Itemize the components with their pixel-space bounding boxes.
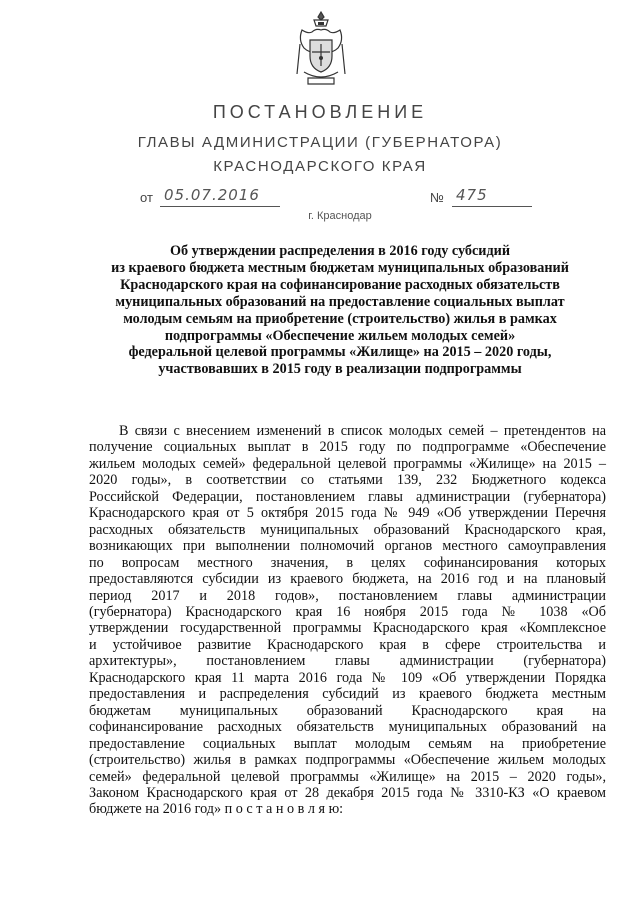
body-line: Краснодарского края от 5 октября 2015 года № 949 «Об утверждении Перечня (89, 505, 606, 522)
region-heading: КРАСНОДАРСКОГО КРАЯ (213, 158, 427, 175)
title-line: участвовавших в 2015 году в реализации подпрограммы (158, 361, 522, 378)
document-title (80, 243, 600, 378)
body-line: получение социальных выплат в 2015 году по подпрограмме «Обеспечение (89, 439, 606, 456)
body-line: 2020 годы», в соответствии со статьями 139, 232 Бюджетного кодекса (89, 472, 606, 489)
number-value: 475 (456, 186, 488, 204)
title-line: федеральной целевой программы «Жилище» на 2015 – 2020 годы, (128, 344, 552, 361)
body-line: предоставления и распределения субсидий из краевого бюджета местным (89, 686, 606, 703)
body-line: возникающих при выполнении полномочий органов местного самоуправления (89, 538, 606, 555)
body-line: софинансирование расходных обязательств муниципальных образований на (89, 719, 606, 736)
title-line: Об утверждении распределения в 2016 году субсидий (169, 243, 510, 259)
body-paragraph (89, 423, 606, 818)
title-line: Краснодарского края на софинансирование расходных обязательств (120, 276, 560, 293)
body-line: и устойчивое развитие Краснодарского края в сфере строительства и (89, 636, 606, 653)
body-line: жильем молодых семей» федеральной целевой программы «Жилище» на 2015 – (89, 455, 606, 472)
body-line: период 2017 и 2018 годов», постановлением главы администрации (89, 587, 606, 604)
date-prefix: от (140, 190, 153, 205)
body-line: (губернатора) Краснодарского края 16 ноября 2015 года № 1038 «Об (89, 603, 606, 620)
title-line: из краевого бюджета местным бюджетам муниципальных образований (111, 259, 569, 276)
body-line: Законом Краснодарского края от 28 декабря 2015 года № 3310-КЗ «О краевом (89, 784, 606, 801)
body-line: семей» федеральной целевой программы «Жилище» на 2015 – 2020 годы», (89, 768, 606, 785)
body-line: Российской Федерации, постановлением главы администрации (губернатора) (89, 488, 606, 505)
body-line: архитектуры», постановлением главы администрации (губернатора) (89, 653, 606, 670)
body-line: по вопросам местного значения, в целях софинансирования которых (89, 554, 606, 571)
city-label: г. Краснодар (308, 210, 372, 222)
body-line: предоставляются субсидии из краевого бюджета, на 2016 год и на плановый (89, 571, 606, 588)
date-field (160, 184, 280, 207)
number-prefix: № (430, 190, 444, 205)
body-line: Краснодарского края 11 марта 2016 года № 109 «Об утверждении Порядка (89, 669, 606, 686)
body-line: В связи с внесением изменений в список молодых семей – претендентов на (119, 423, 606, 439)
title-line: муниципальных образований на предоставление социальных выплат (115, 293, 565, 310)
document-type-heading: ПОСТАНОВЛЕНИЕ (212, 102, 428, 122)
body-line: предоставление социальных выплат молодым семьям на приобретение (89, 735, 606, 752)
body-line: (строительство) жилья в рамках подпрограммы «Обеспечение жильем молодых (89, 752, 606, 769)
body-line: бюджете на 2016 год» п о с т а н о в л я ю: (89, 801, 344, 818)
title-line: молодым семьям на приобретение (строительство) жилья в рамках (123, 310, 557, 327)
title-line: подпрограммы «Обеспечение жильем молодых семей» (164, 327, 516, 344)
issuer-heading: ГЛАВЫ АДМИНИСТРАЦИИ (ГУБЕРНАТОРА) (137, 134, 503, 151)
number-field (452, 184, 532, 207)
body-line: бюджетам муниципальных образований Краснодарского края на (89, 702, 606, 719)
body-line: расходных обязательств муниципальных образований Краснодарского края, (89, 521, 606, 538)
date-number-row (0, 184, 640, 210)
body-line: утверждении государственной программы Краснодарского края «Комплексное (89, 620, 606, 637)
coat-of-arms-icon (296, 10, 346, 92)
date-value: 05.07.2016 (164, 186, 260, 204)
